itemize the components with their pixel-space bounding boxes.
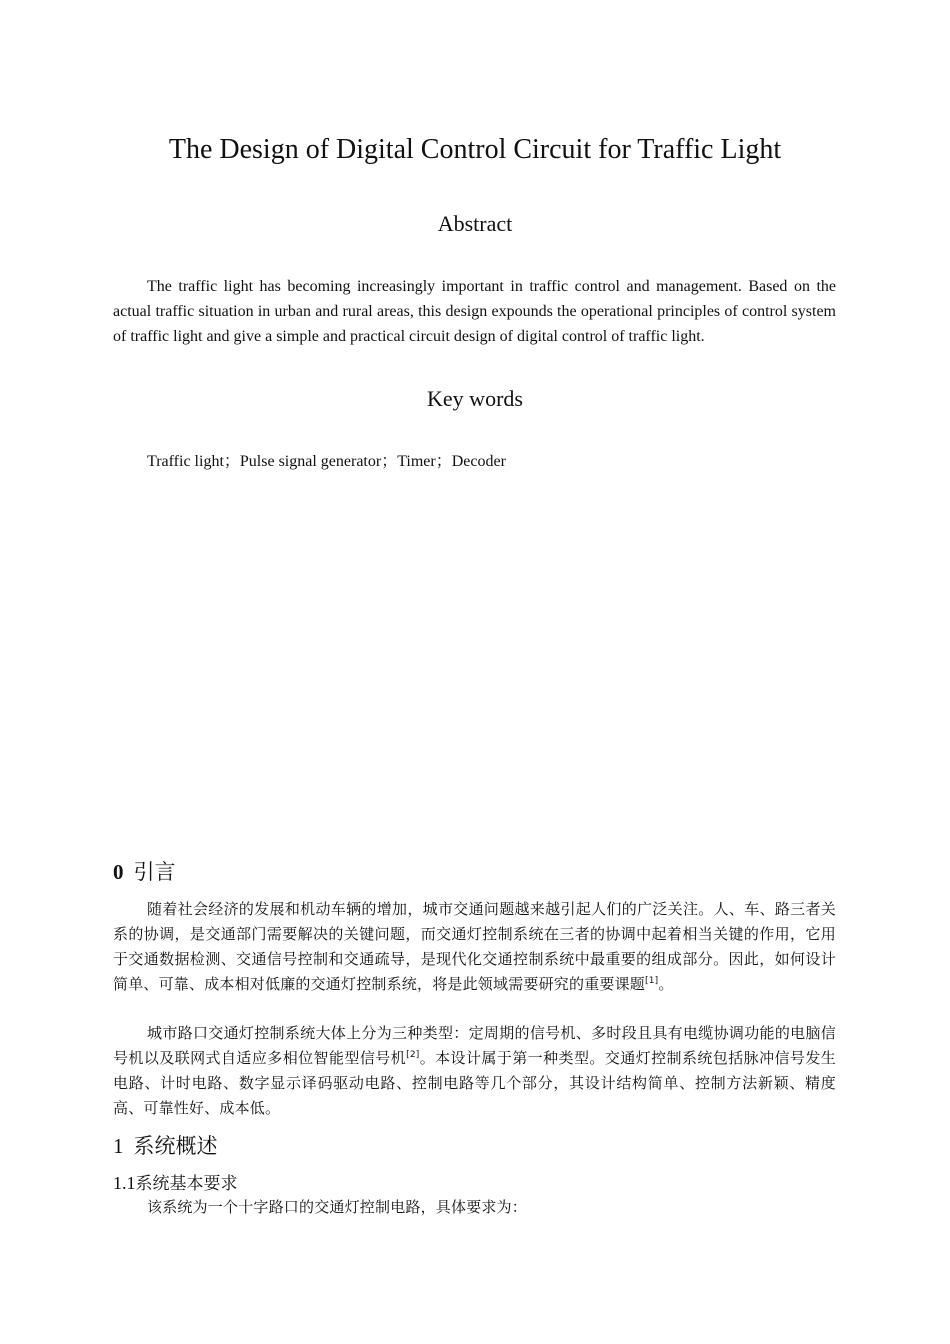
intro-paragraph-1-end: 。 [658, 975, 674, 993]
section-0-heading [113, 857, 176, 887]
section-0-title: 引言 [133, 860, 176, 884]
subsection-1-1-paragraph: 该系统为一个十字路口的交通灯控制电路，具体要求为： [147, 1198, 528, 1216]
citation-1: [1] [645, 976, 659, 986]
subsection-1-1-heading [113, 1170, 238, 1197]
abstract-heading: Abstract [437, 211, 513, 236]
abstract-body: The traffic light has becoming increasingly important in traffic control and management. Based on the actual traffic situation in urban and rural areas, this design expounds the operational principles of control system of traffic light and give a simple and practical circuit design of digital control of traffic light. [113, 278, 836, 345]
section-1-title: 系统概述 [133, 1134, 218, 1158]
subsection-1-1-number: 1.1 [113, 1173, 136, 1193]
intro-paragraph-2 [113, 1021, 836, 1121]
section-1-number: 1 [113, 1134, 124, 1158]
subsection-1-1-title: 系统基本要求 [135, 1174, 238, 1194]
intro-paragraph-2-end: 。本设计属于第一种类型。交通灯控制系统包括脉冲信号发生电路、计时电路、数字显示译码驱动电路、控制电路等几个部分，其设计结构简单、控制方法新颖、精度高、可靠性好、成本低。 [113, 1049, 836, 1117]
intro-paragraph-2-text: 城市路口交通灯控制系统大体上分为三种类型：定周期的信号机、多时段且具有电缆协调功能的电脑信号机以及联网式自适应多相位智能型信号机 [113, 1024, 836, 1067]
intro-paragraph-1 [113, 897, 836, 997]
keywords-heading: Key words [427, 386, 523, 411]
paper-title: The Design of Digital Control Circuit for Traffic Light [168, 134, 782, 165]
section-1-heading [113, 1131, 218, 1161]
keywords-body: Traffic light；Pulse signal generator；Timer；Decoder [147, 453, 506, 470]
section-0-number: 0 [113, 860, 124, 884]
citation-2: [2] [406, 1050, 420, 1060]
intro-paragraph-1-text: 随着社会经济的发展和机动车辆的增加，城市交通问题越来越引起人们的广泛关注。人、车、路三者关系的协调，是交通部门需要解决的关键问题，而交通灯控制系统在三者的协调中起着相当关键的作用，它用于交通数据检测、交通信号控制和交通疏导，是现代化交通控制系统中最重要的组成部分。因此，如何设计简单、可靠、成本相对低廉的交通灯控制系统，将是此领域需要研究的重要课题 [113, 900, 836, 993]
